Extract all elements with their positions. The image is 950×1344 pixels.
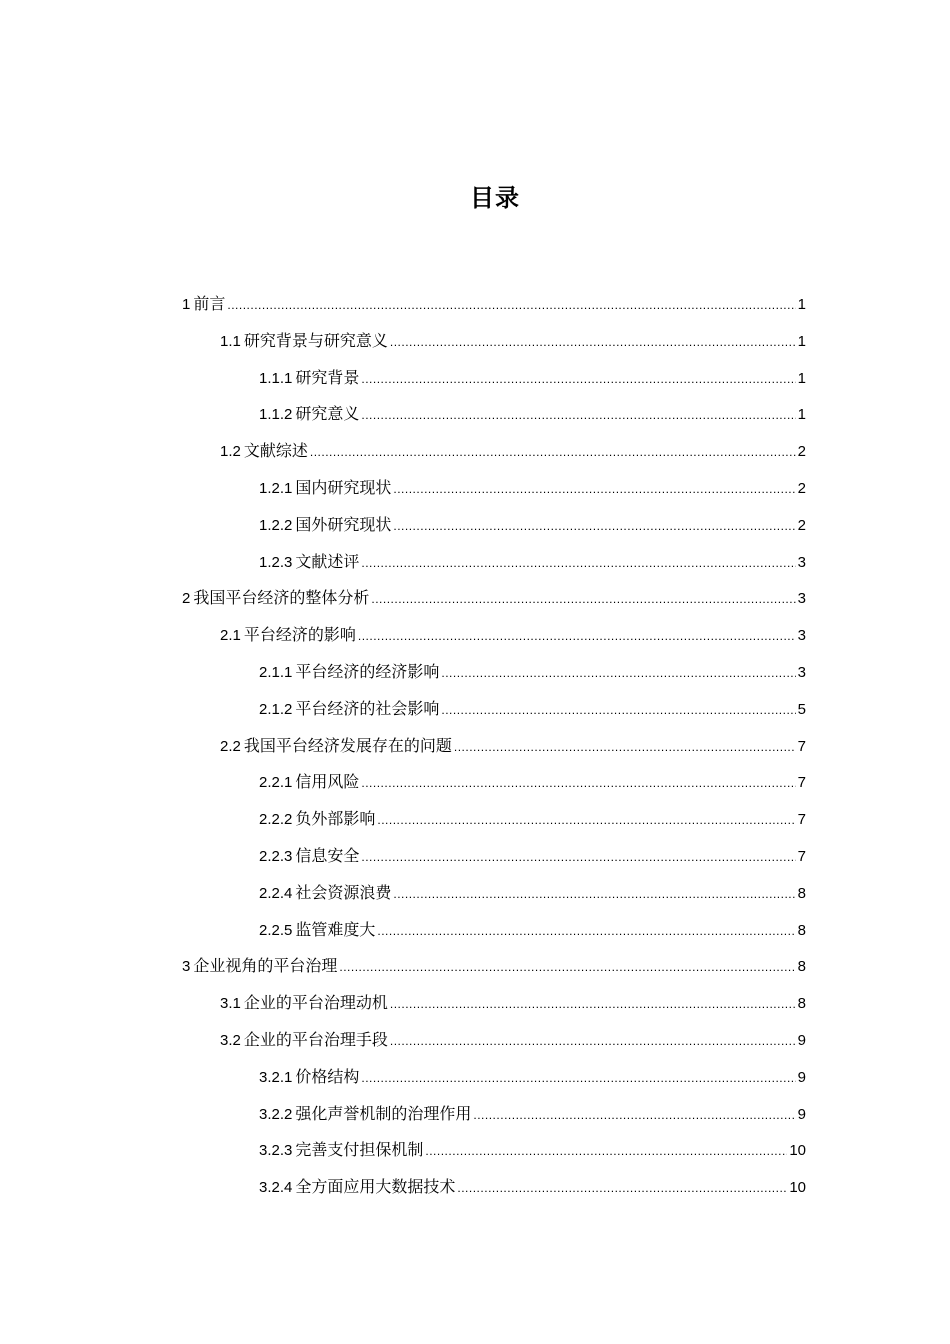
toc-entry-page: 10	[789, 1142, 806, 1160]
toc-entry-label	[259, 691, 439, 729]
toc-entry-text: 平台经济的影响	[243, 625, 356, 645]
toc-entry-number: 1.1.1	[259, 369, 293, 387]
toc-entry[interactable]	[182, 912, 806, 949]
toc-entry-page: 8	[797, 884, 806, 902]
toc-entry-text: 负外部影响	[295, 809, 376, 829]
toc-entry-label	[259, 801, 375, 839]
toc-entry-label	[259, 654, 439, 692]
toc-entry-number: 3.2.2	[259, 1105, 293, 1123]
toc-dot-leader	[393, 508, 795, 545]
toc-entry-number: 1.2.1	[259, 479, 293, 497]
toc-entry-page: 2	[797, 443, 806, 461]
toc-entry-page: 1	[797, 296, 806, 313]
toc-entry-number: 2.2.3	[259, 847, 293, 865]
toc-entry-page: 10	[789, 1179, 806, 1197]
toc-entry-label	[220, 433, 308, 471]
toc-entry[interactable]	[182, 433, 806, 470]
toc-entry-text: 信用风险	[295, 772, 360, 792]
toc-entry-label	[259, 360, 359, 398]
toc-entry-page: 7	[797, 737, 806, 755]
toc-entry-number: 3.1	[220, 995, 241, 1013]
toc-entry-label	[182, 580, 369, 618]
table-of-contents	[182, 286, 806, 1206]
toc-entry[interactable]	[182, 654, 806, 691]
toc-entry[interactable]	[182, 1022, 806, 1059]
toc-entry-label	[220, 728, 452, 766]
toc-entry-label	[259, 1169, 455, 1207]
toc-entry-number: 1.2.3	[259, 553, 293, 571]
toc-entry-page: 2	[797, 516, 806, 534]
toc-entry[interactable]	[182, 1096, 806, 1133]
toc-dot-leader	[393, 471, 795, 508]
toc-dot-leader	[457, 1170, 787, 1207]
toc-entry[interactable]	[182, 1132, 806, 1169]
toc-entry-number: 2.1.2	[259, 700, 293, 718]
toc-entry-page: 1	[797, 369, 806, 387]
toc-entry-label	[259, 875, 391, 913]
toc-dot-leader	[454, 729, 796, 766]
toc-entry[interactable]	[182, 838, 806, 875]
toc-entry-number: 3.2.1	[259, 1068, 293, 1086]
toc-entry-page: 8	[797, 995, 806, 1013]
toc-entry-page: 7	[797, 847, 806, 865]
toc-entry-text: 研究背景与研究意义	[243, 330, 388, 350]
toc-dot-leader	[361, 361, 795, 398]
toc-entry[interactable]	[182, 360, 806, 397]
toc-entry-text: 社会资源浪费	[295, 882, 392, 902]
toc-entry-page: 1	[797, 406, 806, 424]
toc-entry-label	[259, 544, 359, 582]
toc-entry-label	[259, 1132, 423, 1170]
toc-entry-text: 强化声誉机制的治理作用	[295, 1103, 472, 1123]
toc-entry-text: 我国平台经济的整体分析	[193, 588, 370, 608]
toc-entry-page: 8	[797, 958, 806, 976]
toc-entry-label	[259, 1096, 471, 1134]
toc-dot-leader	[339, 949, 795, 986]
toc-entry[interactable]	[182, 1169, 806, 1206]
toc-entry-label	[259, 396, 359, 434]
toc-entry-number: 3.2.4	[259, 1179, 293, 1197]
toc-dot-leader	[361, 397, 795, 434]
toc-dot-leader	[425, 1133, 787, 1170]
toc-entry-label	[182, 286, 225, 324]
toc-dot-leader	[371, 581, 795, 618]
toc-dot-leader	[473, 1097, 795, 1134]
toc-entry-number: 3.2	[220, 1031, 241, 1049]
toc-dot-leader	[390, 1023, 796, 1060]
toc-dot-leader	[310, 434, 796, 471]
toc-dot-leader	[377, 802, 795, 839]
toc-entry-text: 完善支付担保机制	[295, 1140, 424, 1160]
toc-entry[interactable]	[182, 691, 806, 728]
toc-entry-number: 1.1.2	[259, 406, 293, 424]
toc-entry-label	[259, 838, 359, 876]
toc-entry[interactable]	[182, 801, 806, 838]
toc-dot-leader	[361, 1060, 795, 1097]
toc-entry-number: 2.1	[220, 627, 241, 645]
toc-entry-text: 研究背景	[295, 367, 360, 387]
toc-entry[interactable]	[182, 985, 806, 1022]
toc-entry-number: 1.2.2	[259, 516, 293, 534]
toc-entry[interactable]	[182, 580, 806, 617]
toc-entry-text: 文献述评	[295, 551, 360, 571]
toc-entry[interactable]	[182, 728, 806, 765]
toc-entry[interactable]	[182, 948, 806, 985]
toc-entry-text: 全方面应用大数据技术	[295, 1177, 456, 1197]
toc-entry-text: 平台经济的社会影响	[295, 698, 440, 718]
toc-entry-number: 2.1.1	[259, 663, 293, 681]
toc-entry[interactable]	[182, 396, 806, 433]
toc-entry-page: 1	[797, 332, 806, 350]
toc-dot-leader	[361, 765, 795, 802]
toc-entry-page: 3	[797, 590, 806, 608]
toc-entry-number: 2.2.4	[259, 884, 293, 902]
toc-dot-leader	[227, 287, 795, 324]
toc-entry[interactable]	[182, 875, 806, 912]
toc-entry-label	[220, 323, 388, 361]
toc-dot-leader	[361, 839, 795, 876]
toc-dot-leader	[441, 655, 795, 692]
toc-entry[interactable]	[182, 286, 806, 323]
toc-entry-page: 9	[797, 1105, 806, 1123]
toc-entry-number: 2	[182, 590, 191, 608]
toc-entry-page: 9	[797, 1068, 806, 1086]
toc-entry-page: 5	[797, 700, 806, 718]
toc-entry-page: 3	[797, 663, 806, 681]
toc-entry[interactable]	[182, 323, 806, 360]
toc-entry-page: 8	[797, 921, 806, 939]
toc-dot-leader	[361, 545, 795, 582]
toc-entry-label	[259, 912, 375, 950]
toc-entry[interactable]	[182, 617, 806, 654]
toc-entry-label	[220, 1022, 388, 1060]
toc-entry-text: 研究意义	[295, 404, 360, 424]
toc-entry-label	[259, 1059, 359, 1097]
toc-entry-label	[182, 948, 337, 986]
toc-entry-page: 9	[797, 1031, 806, 1049]
toc-entry-number: 2.2.1	[259, 774, 293, 792]
toc-entry-text: 国外研究现状	[295, 514, 392, 534]
toc-entry[interactable]	[182, 1059, 806, 1096]
toc-entry-label	[259, 470, 391, 508]
toc-entry[interactable]	[182, 507, 806, 544]
toc-dot-leader	[441, 692, 795, 729]
toc-entry-text: 文献综述	[243, 441, 308, 461]
toc-entry-number: 2.2.2	[259, 811, 293, 829]
toc-entry-page: 2	[797, 479, 806, 497]
toc-dot-leader	[377, 913, 795, 950]
toc-entry-number: 3.2.3	[259, 1142, 293, 1160]
toc-entry[interactable]	[182, 764, 806, 801]
toc-dot-leader	[358, 618, 796, 655]
toc-entry-number: 1	[182, 296, 191, 313]
page-title: 目录	[470, 184, 520, 212]
toc-entry-number: 3	[182, 958, 191, 976]
toc-entry-page: 3	[797, 627, 806, 645]
toc-dot-leader	[393, 876, 795, 913]
toc-entry-number: 1.2	[220, 443, 241, 461]
toc-entry[interactable]	[182, 470, 806, 507]
toc-entry-text: 监管难度大	[295, 919, 376, 939]
toc-entry-text: 企业的平台治理动机	[243, 993, 388, 1013]
toc-entry-text: 企业的平台治理手段	[243, 1029, 388, 1049]
toc-entry-text: 国内研究现状	[295, 477, 392, 497]
toc-entry-page: 7	[797, 811, 806, 829]
toc-entry-number: 2.2.5	[259, 921, 293, 939]
toc-entry-text: 我国平台经济发展存在的问题	[243, 735, 452, 755]
toc-entry-number: 2.2	[220, 737, 241, 755]
toc-entry-label	[259, 764, 359, 802]
toc-entry-text: 信息安全	[295, 845, 360, 865]
toc-entry-text: 企业视角的平台治理	[193, 956, 338, 976]
toc-entry[interactable]	[182, 544, 806, 581]
toc-dot-leader	[390, 986, 796, 1023]
toc-entry-page: 3	[797, 553, 806, 571]
toc-entry-page: 7	[797, 774, 806, 792]
toc-entry-text: 前言	[193, 294, 226, 313]
toc-entry-label	[220, 985, 388, 1023]
toc-entry-number: 1.1	[220, 332, 241, 350]
toc-entry-text: 平台经济的经济影响	[295, 661, 440, 681]
toc-entry-label	[259, 507, 391, 545]
toc-entry-text: 价格结构	[295, 1066, 360, 1086]
toc-dot-leader	[390, 324, 796, 361]
toc-entry-label	[220, 617, 356, 655]
